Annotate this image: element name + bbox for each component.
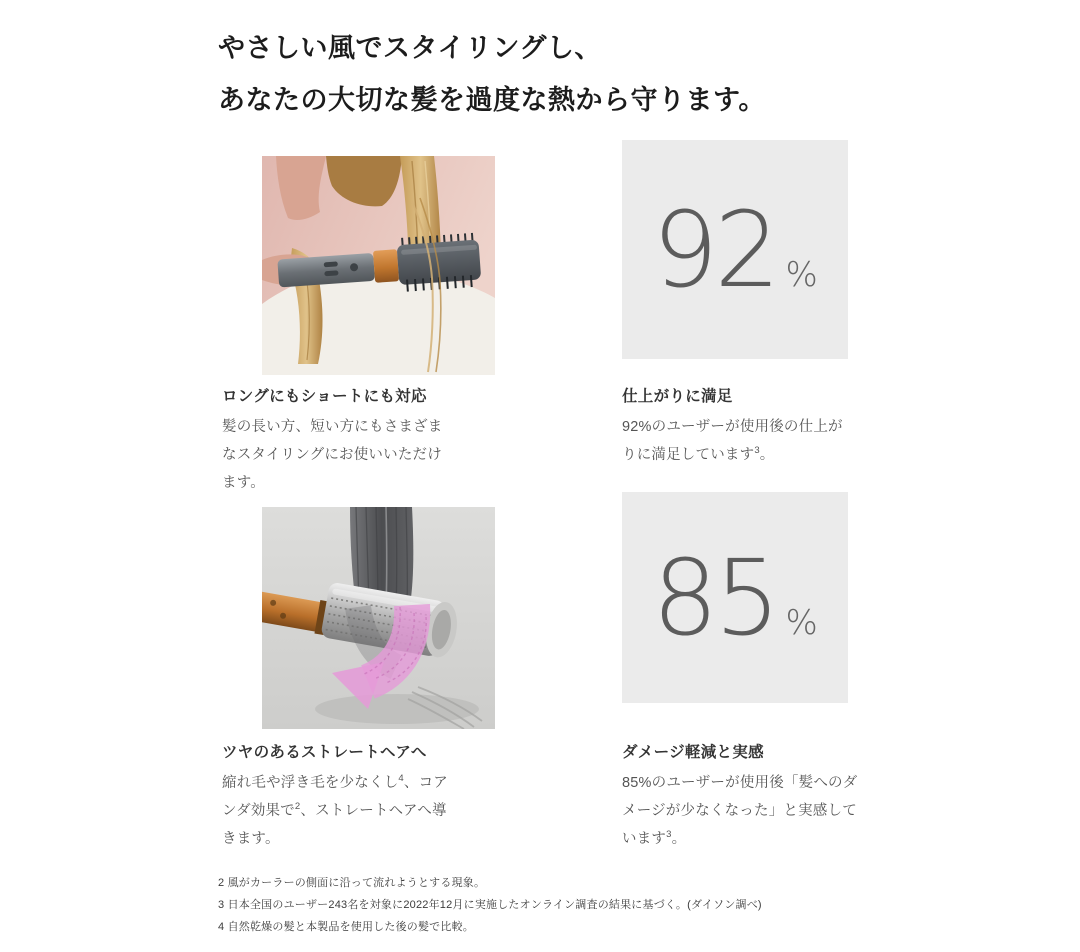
feature-heading-long-short: ロングにもショートにも対応 [222,388,427,405]
stat-85-box [622,492,848,703]
footnotes [218,872,938,938]
footnote-ref-4: 4 [398,773,404,785]
footnote-4: 4 自然乾燥の髪と本製品を使用した後の髪で比較。 [218,921,474,933]
stat-92 [652,189,818,311]
stat-85 [652,537,818,659]
model-styling-hair-photo [262,156,495,375]
feature-body-long-short: 髪の長い方、短い方にもさまざまなスタイリングにお使いいただけます。 [222,419,443,491]
page-title-line-1: やさしい風でスタイリングし、 [218,33,602,63]
footnote-2: 2 風がカーラーの側面に沿って流れようとする現象。 [218,877,486,889]
coanda-straightening-photo [262,507,495,729]
footnote-ref-3: 3 [754,445,760,457]
stat-85-unit: % [785,602,818,643]
model-styling-hair-illustration [262,156,495,375]
feature-heading-straight-hair: ツヤのあるストレートヘアへ [222,744,427,761]
stat-92-value: 92 [652,188,777,311]
feature-heading-satisfaction: 仕上がりに満足 [622,388,733,405]
feature-body-damage-reduction: 85%のユーザーが使用後「髪へのダメージが少なくなった」と実感しています$^3$。 [622,775,858,847]
footnote-ref-3: 3 [666,829,672,841]
feature-heading-damage-reduction: ダメージ軽減と実感 [622,744,764,761]
footnote-ref-2: 2 [294,801,301,813]
stat-92-unit: % [785,254,818,295]
feature-body-straight-hair: 縮れ毛や浮き毛を少なくし$^4$、コアンダ効果で$^2$、ストレートヘアへ導きます。 [222,773,448,847]
stat-85-value: 85 [652,536,777,659]
footnote-3: 3 日本全国のユーザー243名を対象に2022年12月に実施したオンライン調査の結果に基づく。(ダイソン調べ) [218,899,762,911]
feature-body-satisfaction: 92%のユーザーが使用後の仕上がりに満足しています$^3$。 [622,419,843,463]
coanda-straightening-illustration [262,507,495,729]
stat-92-box [622,140,848,359]
page-title-line-2: あなたの大切な髪を過度な熱から守ります。 [218,85,766,115]
page-title [218,22,766,126]
